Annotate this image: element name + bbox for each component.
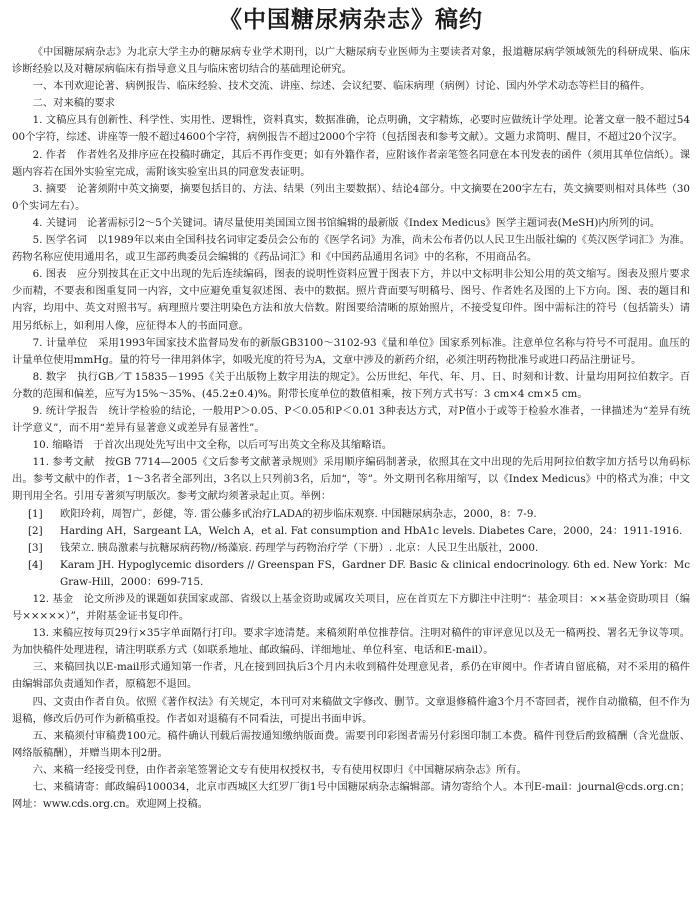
body-paragraph: 二、对来稿的要求: [32, 97, 115, 110]
body-paragraph: 9. 统计学报告 统计学检验的结论，一般用P＞0.05、P＜0.05和P＜0.01 3种表达方式，对P值小于或等于检验水准者，一律描述为“差异有统计学意义”，而不用“差异有显著意义或差异有显著性”。: [12, 404, 690, 435]
sections: [12, 78, 690, 505]
body-paragraph: 10. 缩略语 于首次出现处先写出中文全称，以后可写出英文全称及其缩略语。: [32, 439, 393, 452]
body-paragraph: 13. 来稿应按每页29行×35字单面隔行打印。要求字迹清楚。来稿须附单位推荐信。注明对稿件的审评意见以及无一稿两投、署名无争议等项。为加快稿件处理进程，请注明联系方式（如联系地址、邮政编码、详细地址、单位科室、电话和E-mail）。: [12, 627, 690, 657]
body-paragraph: 8. 数字 执行GB／T 15835－1995《关于出版物上数字用法的规定》。公历世纪、年代、年、月、日、时刻和计数、计量均用阿拉伯数字。百分数的范围和偏差，应写为15%～35%、(45.2±0.4)%。附带长度单位的数值相乘，按下列方式书写：3 cm×4 cm×5 cm。: [12, 370, 690, 400]
body-paragraph: 五、来稿须付审稿费100元。稿件确认刊载后需按通知缴纳版面费。需要刊印彩图者需另付彩图印制工本费。稿件刊登后酌致稿酬（含光盘版、网络版稿酬），并赠当期本刊2册。: [12, 729, 690, 759]
sections-after: [12, 591, 690, 813]
reference-item: [12, 523, 690, 540]
reference-item: [12, 506, 690, 523]
reference-text: Karam JH. Hypoglycemic disorders // Greenspan FS，Gardner DF. Basic & clinical endocrinology. 6th ed. New York：McGraw-Hill，2000：699-715.: [60, 558, 690, 588]
reference-list: [12, 506, 690, 591]
reference-number: [4]: [28, 558, 43, 571]
reference-text: 欧阳玲莉，周智广，彭健，等. 雷公藤多甙治疗LADA的初步临床观察. 中国糖尿病杂志，2000，8：7-9.: [60, 507, 537, 520]
body-paragraph: 3. 摘要 论著须附中英文摘要，摘要包括目的、方法、结果（列出主要数据）、结论4部分。中文摘要在200字左右，英文摘要则相对具体些（300个实词左右）。: [12, 182, 690, 212]
reference-text: 钱荣立. 胰岛激素与抗糖尿病药物//杨藻宸. 药理学与药物治疗学（下册）. 北京：人民卫生出版社，2000.: [60, 541, 539, 554]
body-paragraph: 7. 计量单位 采用1993年国家技术监督局发布的新版GB3100～3102-93《量和单位》国家系列标准。注意单位名称与符号不可混用。血压的计量单位使用mmHg。量的符号一律用斜体字，如吸光度的符号为A，文章中涉及的新药介绍，必须注明药物批准号或进口药品注册证号。: [12, 336, 690, 366]
reference-item: [12, 540, 690, 557]
body-paragraph: 5. 医学名词 以1989年以来由全国科技名词审定委员会公布的《医学名词》为准，尚未公布者仍以人民卫生出版社编的《英汉医学词汇》为准。药物名称应使用通用名，或卫生部药典委员会编辑的《药品词汇》和《中国药品通用名词》中的名称，不用商品名。: [12, 234, 690, 264]
reference-text: Harding AH，Sargeant LA，Welch A，et al. Fat consumption and HbA1c levels. Diabetes Care，2000，24：1911-1916.: [60, 524, 683, 537]
intro-paragraph: 《中国糖尿病杂志》为北京大学主办的糖尿病专业学术期刊，以广大糖尿病专业医师为主要读者对象，报道糖尿病学领域领先的科研成果、临床诊断经验以及对糖尿病临床有指导意义且与临床密切结合的基础理论研究。: [12, 46, 690, 76]
body-paragraph: 2. 作者 作者姓名及排序应在投稿时确定，其后不再作变更；如有外籍作者，应附该作者亲笔签名同意在本刊发表的函件（须用其单位信纸）。课题内容若在国外实验室完成，需附该实验室出具的同意发表证明。: [12, 148, 690, 178]
body-paragraph: 6. 图表 应分别按其在正文中出现的先后连续编码，图表的说明性资料应置于图表下方，并以中文标明非公知公用的英文缩写。图表及照片要求少而精，不要表和图重复同一内容，文中应避免重复叙述图、表中的数据。照片背面要写明稿号、图号、作者姓名及图的上下方向。图、表的题目和内容，均用中、英文对照书写。病理照片要注明染色方法和放大倍数。附图要给清晰的原始照片，不接受复印件。图中需标注的符号（包括箭头）请用另纸标上，如利用人像，应征得本人的书面同意。: [12, 268, 690, 332]
body-paragraph: 11. 参考文献 按GB 7714—2005《文后参考文献著录规则》采用顺序编码制著录，依照其在文中出现的先后用阿拉伯数字加方括号以角码标出。参考文献中的作者，1～3名者全部列出，3名以上只列前3名，后加“，等”。外文期刊名称用缩写，以《Index Medicus》中的格式为准；中文期刊用全名。引用专著须写明版次。参考文献均须著录起止页。举例：: [12, 456, 690, 503]
reference-number: [1]: [28, 507, 43, 520]
body-paragraph: 七、来稿请寄：邮政编码100034，北京市西城区大红罗厂街1号中国糖尿病杂志编辑部。请勿寄给个人。本刊E-mail：journal@cds.org.cn；网址：www.cds.org.cn。欢迎网上投稿。: [12, 781, 690, 811]
page-title: 《中国糖尿病杂志》稿约: [219, 6, 483, 33]
body-paragraph: 四、文责由作者自负。依照《著作权法》有关规定，本刊可对来稿做文字修改、删节。文章退修稿件逾3个月不寄回者，视作自动撤稿，但不作为退稿，修改后仍可作为新稿重投。作者如对退稿有不同看法，可提出书面申诉。: [12, 695, 690, 725]
body-paragraph: 4. 关键词 论著需标引2～5个关键词。请尽量使用美国国立图书馆编辑的最新版《Index Medicus》医学主题词表(MeSH)内所列的词。: [32, 216, 661, 229]
reference-number: [3]: [28, 541, 43, 554]
body-paragraph: 三、来稿回执以E-mail形式通知第一作者，凡在接到回执后3个月内未收到稿件处理意见者，系仍在审阅中。作者请自留底稿，对不采用的稿件由编辑部负责通知作者，原稿恕不退回。: [12, 661, 690, 691]
body-paragraph: 六、来稿一经接受刊登，由作者亲笔签署论文专有使用权授权书，专有使用权即归《中国糖尿病杂志》所有。: [32, 763, 527, 776]
body-paragraph: 12. 基金 论文所涉及的课题如获国家或部、省级以上基金资助或属攻关项目，应在首页左下方脚注中注明“：基金项目：××基金资助项目（编号×××××）”，并附基金证书复印件。: [12, 593, 690, 623]
reference-item: [12, 557, 690, 591]
reference-number: [2]: [28, 524, 43, 537]
body-paragraph: 1. 文稿应具有创新性、科学性、实用性、逻辑性，资料真实，数据准确，论点明确，文字精炼，必要时应做统计学处理。论著文章一般不超过5400个字符，综述、讲座等一般不超过4600个字符，病例报告不超过2000个字符（包括图表和参考文献）。文题力求简明、醒目，不超过20个汉字。: [12, 114, 690, 144]
body-paragraph: 一、本刊欢迎论著、病例报告、临床经验、技术交流、讲座、综述、会议纪要、临床病理（病例）讨论、国内外学术动态等栏目的稿件。: [32, 80, 651, 93]
